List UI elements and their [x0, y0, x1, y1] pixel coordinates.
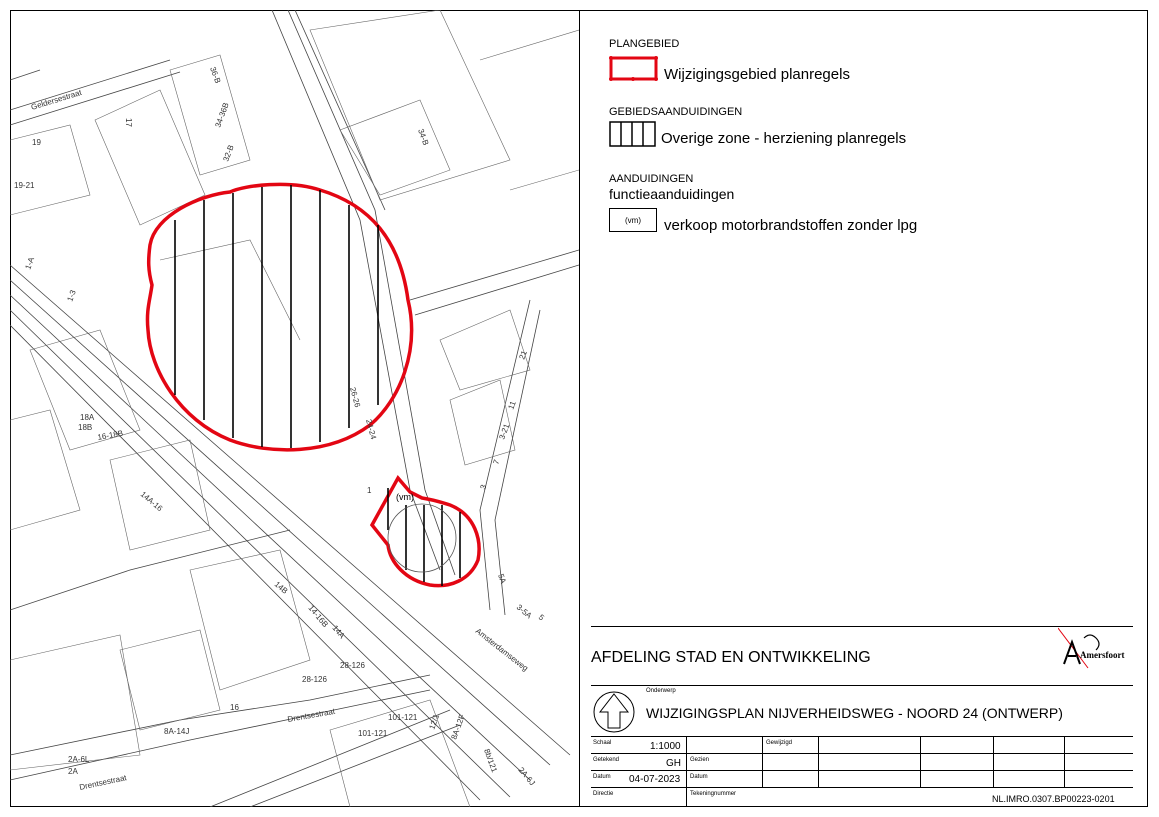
house-number: 19-21 — [14, 181, 35, 190]
plan-identification: NL.IMRO.0307.BP00223-0201 — [992, 794, 1115, 804]
house-number: 3-5A — [514, 602, 534, 621]
vm-label: (vm) — [396, 492, 414, 502]
drawing-title: WIJZIGINGSPLAN NIJVERHEIDSWEG - NOORD 24 (ONTWERP) — [646, 705, 1063, 721]
legend-heading-gebiedsaanduidingen: GEBIEDSAANDUIDINGEN — [609, 106, 743, 118]
house-number: 12/1 — [427, 712, 442, 731]
house-number: 101-121 — [358, 729, 388, 738]
house-number: 28-126 — [302, 675, 327, 684]
plan-area-north[interactable] — [147, 184, 411, 449]
grid-line — [591, 736, 1133, 737]
grid-line — [591, 770, 1133, 771]
getekend-label: Getekend — [593, 757, 620, 763]
house-number: 8b/121 — [482, 747, 499, 774]
house-number: 8A-14J — [164, 727, 190, 736]
plan-boundary-north — [147, 184, 411, 449]
house-number: 14B — [272, 579, 290, 596]
titleblock-line-2 — [591, 685, 1133, 686]
house-number: 1-3 — [65, 288, 78, 303]
legend-heading-aanduidingen: AANDUIDINGEN — [609, 173, 694, 185]
building-outlines — [10, 10, 579, 807]
hatching-north — [175, 185, 378, 448]
house-number: 16-18B — [96, 428, 124, 442]
gezien-label: Gezien — [690, 757, 710, 763]
amersfoort-logo — [1058, 626, 1134, 670]
legend-heading-plangebied: PLANGEBIED — [609, 38, 680, 50]
grid-vline — [818, 736, 819, 787]
directie-label: Directie — [593, 791, 614, 797]
street-label-amsterdamseweg: Amsterdamseweg — [473, 626, 530, 673]
datum-label: Datum — [593, 774, 611, 780]
house-number: 36-B — [208, 65, 223, 85]
grid-vline — [686, 736, 687, 807]
map-canvas — [10, 10, 579, 807]
house-number: 34-36B — [213, 101, 231, 129]
datum-value: 04-07-2023 — [629, 774, 681, 785]
north-arrow-icon — [592, 690, 636, 734]
street-label-drentsestraat-2: Drentsestraat — [78, 773, 128, 792]
legend-symbol-vm: (vm) — [609, 208, 657, 232]
house-number: 24-24 — [364, 418, 379, 441]
house-number: 11 — [506, 399, 518, 411]
sheet-divider — [579, 10, 580, 807]
house-number: 18B — [78, 423, 93, 432]
logo-text: Amersfoort — [1080, 650, 1125, 660]
grid-vline — [1064, 736, 1065, 787]
house-number: 17 — [124, 118, 133, 127]
titleblock-top-line — [591, 626, 1133, 627]
house-number: 1 — [367, 486, 372, 495]
house-number: 7 — [491, 458, 502, 466]
house-number: 5 — [536, 612, 546, 623]
house-number: 14A — [330, 623, 347, 641]
house-number: 5A — [496, 572, 508, 585]
house-number: 16 — [230, 703, 239, 712]
grid-vline — [920, 736, 921, 787]
legend-symbol-plangebied — [609, 56, 659, 82]
legend-item-gebiedsaanduiding: Overige zone - herziening planregels — [661, 130, 907, 147]
house-number: 19 — [32, 138, 41, 147]
department-name: AFDELING STAD EN ONTWIKKELING — [591, 649, 871, 666]
street-label-drentsestraat-1: Drentsestraat — [286, 706, 336, 724]
road-lines — [10, 10, 579, 807]
grid-vline — [993, 736, 994, 787]
house-number: 101-121 — [388, 713, 418, 722]
house-number: 32-B — [221, 143, 236, 163]
house-number: 3-21 — [497, 422, 512, 441]
grid-vline — [762, 736, 763, 787]
house-number: 34-B — [416, 127, 431, 147]
datum2-label: Datum — [690, 774, 708, 780]
house-number: 2A-6L — [68, 755, 90, 764]
onderwerp-label: Onderwerp — [646, 688, 676, 694]
gewijzigd-label: Gewijzigd — [766, 740, 793, 746]
street-label-geldersestraat: Geldersestraat — [29, 87, 83, 112]
hatching-south — [388, 488, 460, 586]
house-number: 8A-12F — [449, 712, 467, 741]
schaal-label: Schaal — [593, 740, 612, 746]
tekeningnummer-label: Tekeningnummer — [690, 791, 737, 797]
house-number: 1-A — [23, 255, 37, 271]
legend-symbol-gebiedsaanduiding — [609, 121, 657, 148]
grid-line — [591, 753, 1133, 754]
legend-item-plangebied: Wijzigingsgebied planregels — [664, 66, 850, 83]
house-number: 2A-6J — [516, 765, 537, 788]
house-number: 2A — [68, 767, 78, 776]
map-view[interactable] — [10, 10, 579, 807]
house-number: 21 — [517, 349, 529, 361]
legend-subheading-functieaanduidingen: functieaanduidingen — [609, 186, 735, 202]
house-number: 14-16B — [306, 603, 330, 630]
house-number: 28-126 — [340, 661, 365, 670]
legend-item-vm: verkoop motorbrandstoffen zonder lpg — [664, 217, 918, 234]
house-number: 14A-16 — [138, 489, 165, 514]
house-number: 18A — [80, 413, 95, 422]
house-number: 3 — [478, 483, 489, 491]
grid-line — [591, 787, 1133, 788]
getekend-value: GH — [666, 758, 681, 769]
house-number: 26-26 — [348, 386, 363, 409]
schaal-value: 1:1000 — [650, 741, 681, 752]
